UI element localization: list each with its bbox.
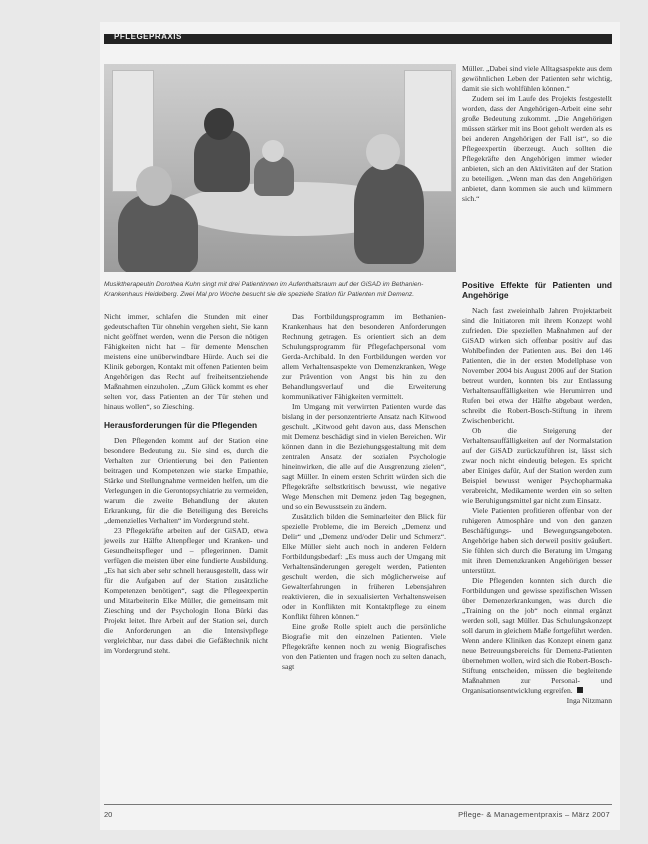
paragraph: Eine große Rolle spielt auch die persönliche Biografie mit den einzelnen Patienten. Viele Pflegekräfte kennen noch zu wenig Biografisches von den Patienten und fragen noch zu selten danach, sagt — [282, 622, 446, 671]
paragraph: Das Fortbildungsprogramm im Bethanien-Krankenhaus hat den besonderen Anforderungen Rechnung getragen. Es orientiert sich an dem Schulungsprogramm für Pflegefachpersonal vom Gerda-Archibald. In den Fortbildungen werden vor allem Verhaltensaspekte von Demenzkranken, Wege zur Prävention von Angst bis hin zu den Behandlungsverlauf und die Erweiterung kommunikativer Fähigkeiten vermittelt. — [282, 312, 446, 401]
column-1 — [104, 312, 268, 656]
subheading: Positive Effekte für Patienten und Angehörige — [462, 280, 612, 300]
photo-head — [262, 140, 284, 162]
page-number: 20 — [104, 810, 113, 819]
caption-text: Musiktherapeutin Dorothea Kuhn singt mit drei Patientinnen im Aufenthaltsraum auf der GiSAD im Bethanien-Krankenhaus Heidelberg. Zwei Mal pro Woche besucht sie die spezielle Station für Patienten mit Demenz. — [104, 281, 424, 298]
section-label: PFLEGEPRAXIS — [114, 32, 182, 41]
paragraph: 23 Pflegekräfte arbeiten auf der GiSAD, etwa jeweils zur Hälfte Altenpfleger und Kranken- und Gesundheitspfleger und – pflegerinnen. Damit verfügen die meisten über eine fundierte Ausbildung. „Es hat sich aber sehr schnell herausgestellt, dass wir für die Aufgaben auf der Station zusätzliche Kompetenzen benötigen“, sagt die Pflegeexpertin und Mitarbeiterin Elke Müller, die gemeinsam mit Ziesching und der Psychologin Ilona Bürki das Projekt leitet. Ihre Arbeit auf der Station sei, durch die Anforderungen an die Intensivpflege vergleichbar, nur dass dabei die Gefäßtechnik nicht im Vordergrund steht. — [104, 526, 268, 655]
subheading: Herausforderungen für die Pflegenden — [104, 420, 258, 430]
footer-divider — [104, 804, 612, 805]
photo-person — [118, 194, 198, 272]
photo-person — [254, 156, 294, 196]
column-2 — [282, 312, 446, 672]
paragraph: Müller. „Dabei sind viele Alltagsaspekte aus dem gewöhnlichen Leben der Patienten sehr wichtig, damit sie sich wohlfühlen können.“ — [462, 64, 612, 93]
paragraph-text: Die Pflegenden konnten sich durch die Fortbildungen und gewisse spezifischen Wissen über Demenzerkrankungen, was durch die „Training on the job“ noch einmal ergänzt werden soll, sagt Müller. Das Schulungskonzept soll darum in gleichem Maße fortgeführt werden. Wenn andere Kliniken das Konzept einem ganz neue Betreuungsbereichs für Demenz-Patienten übernehmen wollen, wird sich die Robert-Bosch-Stiftung entscheiden, müssen die begleitende Maßnahmen zur Personal- und Organisationsentwicklung ergreifen. — [462, 576, 612, 695]
paragraph: Zusätzlich bilden die Seminarleiter den Blick für spezielle Probleme, die im Bereich „Demenz und Delir“ und „Demenz und/oder Delir und Schmerz“. Elke Müller sieht auch noch in anderen Feldern Fortbildungsbedarf: „Es muss auch der Umgang mit Verhaltensänderungen geregelt werden, Patienten geschult werden, die sich möglicherweise auf Gewalterfahrungen in früheren Lebensjahren reaktivieren, die in sexualisierten Verhaltensweisen oder in Konflikten mit Kontaktpflege zu einem Konflikt führen können.“ — [282, 512, 446, 621]
paragraph: Nach fast zweieinhalb Jahren Projektarbeit sind die Initiatoren mit ihrem Konzept wohl zufrieden. Die speziellen Maßnahmen auf der GiSAD wirken sich offenbar positiv auf das Wohlbefinden der Patienten aus. Bei den 146 Patienten, die in der ersten Modellphase von November 2004 bis August 2006 auf der Station betreut wurden, konnten bis zur Entlassung Verhaltensauffälligkeiten wie Herumirren und Rufen bei etwa der Hälfte abgebaut werden, schreibt die Robert-Bosch-Stiftung in ihrem Zwischenbericht. — [462, 306, 612, 425]
magazine-page — [100, 22, 620, 830]
photo-head — [136, 166, 172, 206]
author-name: Inga Nitzmann — [566, 696, 612, 705]
paragraph: Viele Patienten profitieren offenbar von der ruhigeren Atmosphäre und von den ganzen Beschäftigungs- und Bewegungsangeboten. Angehörige haben sich derweil positiv geäußert. Sie fühlen sich durch die Beratung im Umgang mit ihren Demenzkranken Angehörigen besser unterstützt. — [462, 506, 612, 575]
photo-person — [354, 164, 424, 264]
paragraph: Im Umgang mit verwirrten Patienten wurde das bislang in der personzentrierte Ansatz nach Kitwood geschult. „Kitwood geht davon aus, dass Menschen mit Demenz beschädigt sind in vielen Bereichen. Wir können dann in die Beziehungsgestaltung mit dem zentralen Ansatz der sozialen Psychologie hineinwirken, die alle auf die Ausgrenzung zielen“, sagt Müller. In einem ersten Schritt würden sich die Pflegekräfte selbstkritisch bewusst, wie negative Wege Menschen mit Demenz jeden Tag begegnen, und so ein Bewusstsein zu ändern. — [282, 402, 446, 511]
paragraph: Nicht immer, schlafen die Stunden mit einer gedeutschaften Tür ohnehin vergehen sieht, Sie kann nicht geöffnet werden, wenn die Person die nötigen Fähigkeiten nicht hat – für demente Menschen meistens eine unüberwindbare Hürde. Auch sei die Klinik geborgen, Kontakt mit offenen Patienten beim Angehörigen das Recht auf freiheitsentziehende Maßnahmen einzuholen. „Zum Glück kommt es eher selten vor, dass Patienten an der Tür stehen und hinaus wollen“, so Ziesching. — [104, 312, 268, 411]
photo-head — [366, 134, 400, 170]
journal-footer: Pflege- & Managementpraxis – März 2007 — [458, 810, 610, 819]
column-3-top — [462, 64, 612, 204]
column-3 — [462, 280, 612, 706]
paragraph: Ob die Steigerung der Verhaltensauffälligkeiten auf der Normalstation auf der GiSAD zurückzuführen ist, lässt sich zwar noch nicht eindeutig belegen. Es spricht aber Einiges dafür, Auf der Station werden zum Beispiel bewusst weniger Psychopharmaka verabreicht, Medikamente werden ein so selten wie Beruhigungsmittel gar nicht zum Einsatz. — [462, 426, 612, 505]
article-photo — [104, 64, 456, 272]
end-mark-icon — [577, 687, 583, 693]
photo-head — [204, 108, 234, 140]
paragraph — [462, 576, 612, 696]
paragraph: Den Pflegenden kommt auf der Station eine besondere Bedeutung zu. Sie sind es, durch die Verhalten zur Orientierung bei den Patienten beitragen und Kompetenzen wie starke Empathie, Stärke und Stellungnahme vermeiden helfen, um die Verlegungen in die Gerontopsychiatrie zu vermeiden, warum die zweite Behandlung der akuten Erkrankung, für die die Beteiligung des Bereichs „demenzielles Verhalten“ im Vordergrund steht. — [104, 436, 268, 525]
photo-caption — [104, 280, 454, 300]
paragraph: Zudem sei im Laufe des Projekts festgestellt worden, dass der Angehörigen-Arbeit eine sehr große Bedeutung zukommt. „Die Angehörigen müssen stärker mit ins Boot geholt werden als es bei anderen Angehörigen der Fall ist“, so die Pflegeexpertin überzeugt. Auch sollten die Pflegekräfte den Angehörigen immer wieder anbieten, sich an den Aktivitäten auf der Station zu beteiligen. „Wenn man das den Angehörigen anbietet, dann kommen sie auch und kümmern sich.“ — [462, 94, 612, 203]
